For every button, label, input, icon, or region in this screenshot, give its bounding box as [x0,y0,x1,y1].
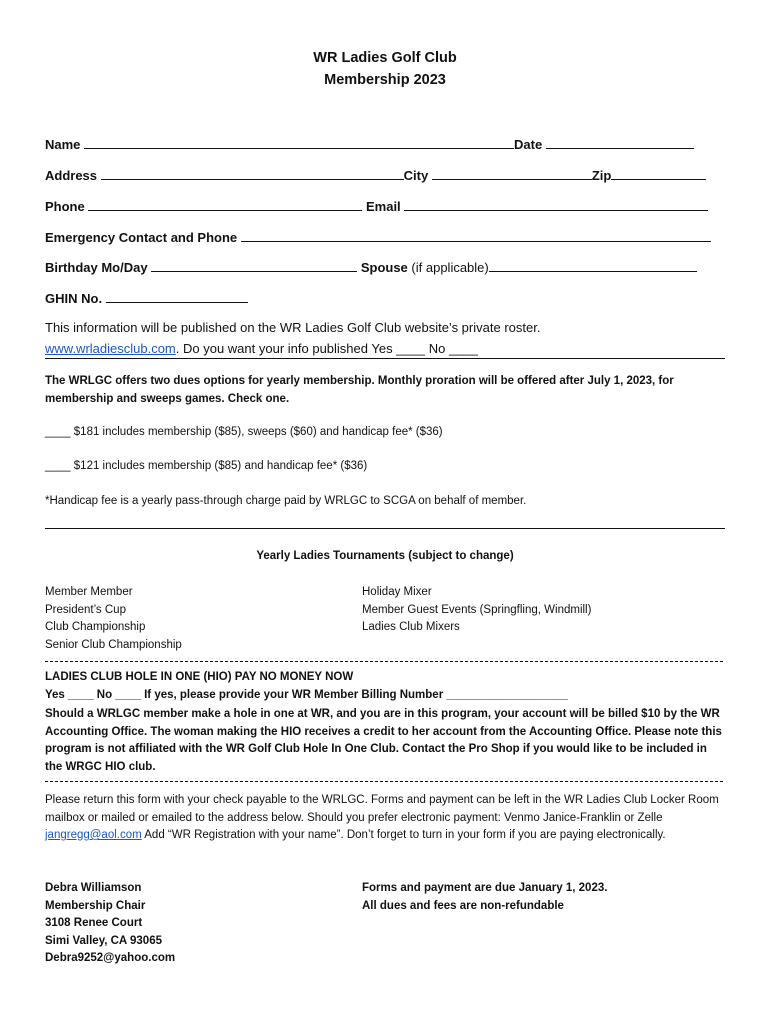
address-blank[interactable] [101,167,404,180]
address-field-row [45,167,706,183]
contact-email: Debra9252@yahoo.com [45,952,176,964]
ghin-field-row [45,290,248,306]
section-divider [45,358,725,359]
zip-blank[interactable] [611,167,706,180]
form-title: WR Ladies Golf Club [313,50,457,66]
emergency-label: Emergency Contact and Phone [45,230,238,245]
tournament-item: Member Member [45,586,133,598]
ghin-label: GHIN No. [45,291,103,306]
dues-intro: The WRLGC offers two dues options for yearly membership. Monthly proration will be offered after July 1, 2023, for membership and sweeps games. Check one. [45,375,674,405]
return-text: Please return this form with your check payable to the WRLGC. Forms and payment can be left in the WR Ladies Club Locker Room mailbox or mailed or emailed to the address below. Should you prefer electronic payment: Venmo Janice-Franklin or Zelle [45,794,719,824]
tournament-item: Ladies Club Mixers [362,621,460,633]
birthday-label: Birthday Mo/Day [45,260,148,275]
tournaments-heading: Yearly Ladies Tournaments (subject to change) [256,550,514,562]
hio-body: Should a WRLGC member make a hole in one at WR, and you are in this program, your account will be billed $10 by the WR Accounting Office. The woman making the HIO receives a credit to her account from the Accounting Office. Please note this program is not affiliated with the WR Golf Club Hole In One Club. Contact the Pro Shop if you would like to be included in the WRGC HIO club. [45,708,722,773]
emergency-field-row [45,229,711,245]
tournaments-left-list [45,584,182,654]
zip-label: Zip [591,168,612,183]
website-link[interactable]: www.wrladiesclub.com [45,341,176,356]
contact-street: 3108 Renee Court [45,917,143,929]
dues-option-full[interactable]: ____ $181 includes membership ($85), sweeps ($60) and handicap fee* ($36) [45,426,443,438]
tournament-item: Club Championship [45,621,146,633]
city-blank[interactable] [432,167,592,180]
tournaments-right-list [362,584,591,637]
tournament-item: Holiday Mixer [362,586,432,598]
tournament-item: Member Guest Events (Springfling, Windmill) [362,603,592,616]
name-label: Name [45,137,81,152]
hio-question[interactable]: Yes ____ No ____ If yes, please provide your WR Member Billing Number ___________________ [45,689,568,701]
dashed-divider [45,781,723,782]
contact-city: Simi Valley, CA 93065 [45,934,162,947]
roster-publish-question: . Do you want your info published Yes ____ No ____ [175,341,478,356]
return-instructions [45,792,725,845]
spouse-label: Spouse [360,260,408,275]
birthday-blank[interactable] [151,259,357,272]
deadline-refund: All dues and fees are non-refundable [362,899,564,912]
zelle-email-link[interactable]: jangregg@aol.com [45,829,142,841]
phone-label: Phone [45,199,85,214]
deadline-due: Forms and payment are due January 1, 2023. [362,882,608,894]
ghin-blank[interactable] [106,290,248,303]
roster-question [45,341,478,356]
contact-block [45,880,175,968]
hio-heading: LADIES CLUB HOLE IN ONE (HIO) PAY NO MONEY NOW [45,671,354,683]
email-label: Email [365,199,401,214]
spouse-note: (if applicable) [411,260,489,275]
section-divider [45,528,725,529]
email-blank[interactable] [404,198,708,211]
date-label: Date [514,137,543,152]
form-subtitle: Membership 2023 [324,72,446,88]
address-label: Address [45,168,98,183]
name-blank[interactable] [84,136,514,149]
contact-name: Debra Williamson [45,882,142,894]
dashed-divider [45,661,723,662]
city-label: City [403,168,429,183]
tournament-item: Senior Club Championship [45,638,182,651]
date-blank[interactable] [546,136,694,149]
roster-notice: This information will be published on the WR Ladies Golf Club website’s private roster. [45,320,541,335]
name-field-row [45,136,694,152]
emergency-blank[interactable] [241,229,711,242]
return-text-end: Add “WR Registration with your name”. Don’t forget to turn in your form if you are paying electronically. [141,829,666,841]
phone-field-row [45,198,708,214]
spouse-blank[interactable] [489,259,697,272]
contact-role: Membership Chair [45,899,146,912]
tournament-item: President’s Cup [45,603,126,616]
phone-blank[interactable] [88,198,362,211]
deadline-block [362,880,607,915]
dues-option-basic[interactable]: ____ $121 includes membership ($85) and handicap fee* ($36) [45,460,368,472]
birthday-field-row [45,259,697,275]
handicap-footnote: *Handicap fee is a yearly pass-through charge paid by WRLGC to SCGA on behalf of member. [45,495,527,507]
